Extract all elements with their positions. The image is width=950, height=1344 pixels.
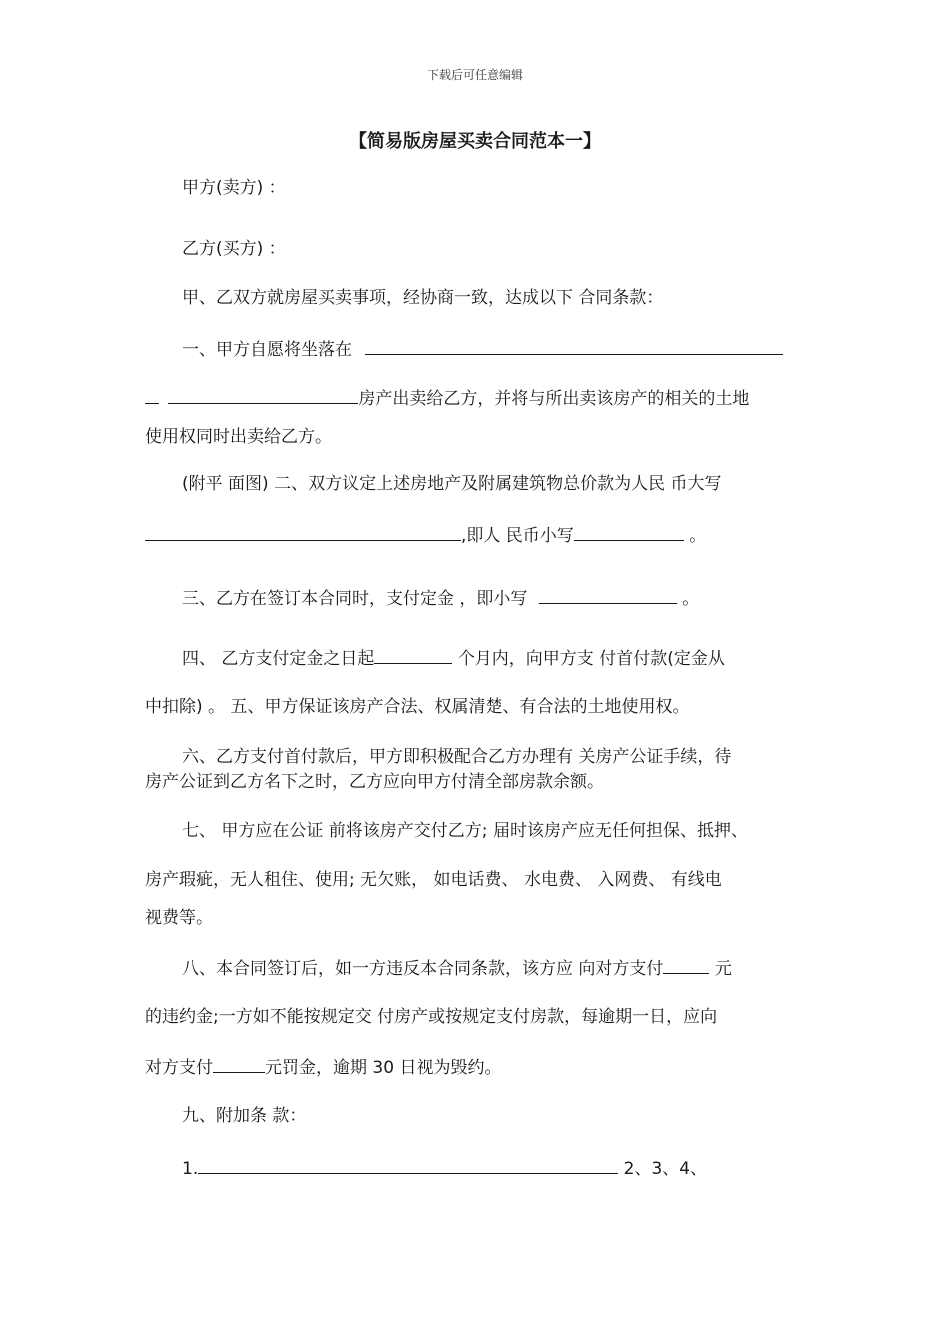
deposit-blank bbox=[539, 586, 677, 604]
clause-4-line bbox=[182, 646, 725, 670]
clause-8-text: 八、本合同签订后，如一方违反本合同条款，该方应 向对方支付 bbox=[182, 959, 664, 979]
clause-1-line-2 bbox=[145, 386, 749, 410]
page-header: 下载后可任意编辑 bbox=[426, 68, 523, 82]
clause-2-end-text: 。 bbox=[689, 526, 707, 546]
clause-7-line-1: 七、 甲方应在公证 前将该房产交付乙方; 届时该房产应无任何担保、抵押、 bbox=[182, 821, 748, 841]
penalty-blank bbox=[663, 956, 709, 974]
clause-8-line-1 bbox=[182, 956, 732, 980]
clause-6-line-1: 六、乙方支付首付款后，甲方即积极配合乙方办理有 关房产公证手续，待 bbox=[182, 747, 732, 767]
more-items-label: 2、3、4、 bbox=[623, 1159, 708, 1179]
location-blank-cont bbox=[145, 386, 159, 404]
clause-4-end-text: 个月内，向甲方支 付首付款(定金从 bbox=[457, 649, 725, 669]
item-1-label: 1. bbox=[182, 1159, 199, 1179]
clause-1-text: 一、甲方自愿将坐落在 bbox=[182, 340, 352, 360]
clause-8-line-2: 的违约金;一方如不能按规定交 付房产或按规定支付房款，每逾期一日，应向 bbox=[145, 1007, 718, 1027]
location-blank-cont-2 bbox=[168, 386, 358, 404]
intro-paragraph: 甲、乙双方就房屋买卖事项，经协商一致，达成以下 合同条款： bbox=[182, 288, 664, 308]
party-b-line: 乙方(买方) ： bbox=[182, 239, 286, 259]
clause-2-line-1: (附平 面图) 二、双方议定上述房地产及附属建筑物总价款为人民 币大写 bbox=[182, 474, 722, 494]
clause-8-line-3 bbox=[145, 1055, 501, 1079]
clause-9-items-line bbox=[182, 1156, 707, 1180]
clause-8-c-text: 对方支付 bbox=[145, 1058, 213, 1078]
location-blank bbox=[365, 337, 783, 355]
clause-3-text: 三、乙方在签订本合同时，支付定金 ，即小写 bbox=[182, 589, 528, 609]
months-blank bbox=[374, 646, 452, 664]
clause-2-line-2 bbox=[145, 523, 706, 547]
clause-3-line bbox=[182, 586, 699, 610]
clause-1-line-1 bbox=[182, 337, 783, 361]
clause-7-line-2: 房产瑕疵，无人租住、使用; 无欠账， 如电话费、 水电费、 入网费、 有线电 bbox=[145, 870, 722, 890]
price-uppercase-blank bbox=[145, 523, 461, 541]
clause-1-cont-text: 房产出卖给乙方，并将与所出卖该房产的相关的土地 bbox=[358, 389, 750, 409]
clause-3-end-text: 。 bbox=[682, 589, 700, 609]
clause-8-end-text: 元 bbox=[714, 959, 732, 979]
clause-1-line-3: 使用权同时出卖给乙方。 bbox=[145, 427, 332, 447]
clause-4-text: 四、 乙方支付定金之日起 bbox=[182, 649, 375, 669]
price-lowercase-blank bbox=[574, 523, 684, 541]
document-title: 【简易版房屋买卖合同范本一】 bbox=[349, 131, 601, 152]
clause-7-line-3: 视费等。 bbox=[145, 908, 213, 928]
additional-terms-blank bbox=[198, 1156, 618, 1174]
clause-9-line: 九、附加条 款： bbox=[182, 1106, 307, 1126]
fine-blank bbox=[213, 1055, 265, 1073]
clause-6-line-2: 房产公证到乙方名下之时，乙方应向甲方付清全部房款余额。 bbox=[145, 772, 604, 792]
clause-4-5-line: 中扣除) 。 五、甲方保证该房产合法、权属清楚、有合法的土地使用权。 bbox=[145, 697, 690, 717]
clause-8-c-end-text: 元罚金，逾期 30 日视为毁约。 bbox=[265, 1058, 502, 1078]
clause-2-mid-text: ,即人 民币小写 bbox=[461, 526, 574, 546]
party-a-line: 甲方(卖方) ： bbox=[182, 178, 286, 198]
